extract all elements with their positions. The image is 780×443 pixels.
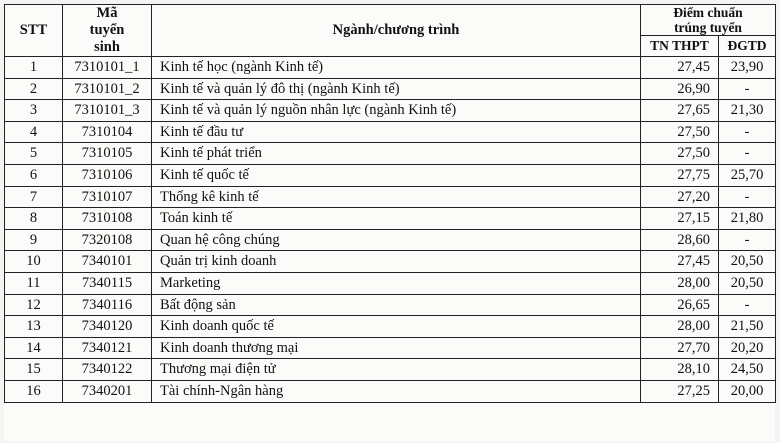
cell-stt: 3 bbox=[5, 100, 63, 122]
header-score-line2: trúng tuyển bbox=[674, 20, 742, 35]
cell-code: 7340120 bbox=[63, 316, 152, 338]
cell-program: Toán kinh tế bbox=[152, 208, 641, 230]
cell-stt: 2 bbox=[5, 78, 63, 100]
cell-code: 7310106 bbox=[63, 164, 152, 186]
cell-tn-thpt: 27,15 bbox=[641, 208, 719, 230]
cell-code: 7340116 bbox=[63, 294, 152, 316]
table-header-row bbox=[5, 5, 776, 36]
cell-dgtd: 20,50 bbox=[719, 272, 776, 294]
cell-tn-thpt: 28,60 bbox=[641, 229, 719, 251]
table-row bbox=[5, 359, 776, 381]
cell-code: 7340101 bbox=[63, 251, 152, 273]
cell-code: 7310101_3 bbox=[63, 100, 152, 122]
header-score bbox=[641, 5, 776, 36]
table-row bbox=[5, 337, 776, 359]
cell-program: Kinh tế học (ngành Kinh tế) bbox=[152, 57, 641, 79]
cell-tn-thpt: 27,70 bbox=[641, 337, 719, 359]
cell-tn-thpt: 28,00 bbox=[641, 272, 719, 294]
header-tn-thpt: TN THPT bbox=[641, 36, 719, 57]
table-row bbox=[5, 380, 776, 402]
cell-stt: 15 bbox=[5, 359, 63, 381]
cell-dgtd: - bbox=[719, 294, 776, 316]
cell-code: 7310104 bbox=[63, 121, 152, 143]
cell-program: Kinh tế và quản lý đô thị (ngành Kinh tế) bbox=[152, 78, 641, 100]
table-row bbox=[5, 272, 776, 294]
cell-stt: 16 bbox=[5, 380, 63, 402]
header-code bbox=[63, 5, 152, 57]
cell-tn-thpt: 26,90 bbox=[641, 78, 719, 100]
cell-tn-thpt: 27,45 bbox=[641, 57, 719, 79]
table-row bbox=[5, 121, 776, 143]
cell-code: 7310105 bbox=[63, 143, 152, 165]
cell-stt: 11 bbox=[5, 272, 63, 294]
cell-stt: 10 bbox=[5, 251, 63, 273]
cell-program: Kinh tế đầu tư bbox=[152, 121, 641, 143]
cell-program: Quan hệ công chúng bbox=[152, 229, 641, 251]
cell-tn-thpt: 26,65 bbox=[641, 294, 719, 316]
cell-code: 7310101_2 bbox=[63, 78, 152, 100]
table-row bbox=[5, 100, 776, 122]
cell-dgtd: 24,50 bbox=[719, 359, 776, 381]
cell-tn-thpt: 27,65 bbox=[641, 100, 719, 122]
cell-code: 7340115 bbox=[63, 272, 152, 294]
table-row bbox=[5, 208, 776, 230]
cell-code: 7340201 bbox=[63, 380, 152, 402]
cell-dgtd: 20,50 bbox=[719, 251, 776, 273]
cell-program: Kinh tế và quản lý nguồn nhân lực (ngành Kinh tế) bbox=[152, 100, 641, 122]
header-stt: STT bbox=[5, 5, 63, 57]
cell-dgtd: 20,00 bbox=[719, 380, 776, 402]
cell-dgtd: - bbox=[719, 78, 776, 100]
table-row bbox=[5, 316, 776, 338]
cell-tn-thpt: 27,50 bbox=[641, 143, 719, 165]
table-row bbox=[5, 251, 776, 273]
cell-code: 7310101_1 bbox=[63, 57, 152, 79]
header-code-line1: Mã bbox=[96, 5, 118, 21]
cell-stt: 4 bbox=[5, 121, 63, 143]
cell-stt: 7 bbox=[5, 186, 63, 208]
cell-dgtd: 20,20 bbox=[719, 337, 776, 359]
admission-score-table bbox=[4, 4, 776, 403]
cell-tn-thpt: 27,50 bbox=[641, 121, 719, 143]
cell-tn-thpt: 28,00 bbox=[641, 316, 719, 338]
header-score-line1: Điểm chuẩn bbox=[673, 5, 743, 20]
cell-dgtd: 23,90 bbox=[719, 57, 776, 79]
header-dgtd: ĐGTD bbox=[719, 36, 776, 57]
cell-stt: 5 bbox=[5, 143, 63, 165]
table-row bbox=[5, 186, 776, 208]
cell-dgtd: 21,80 bbox=[719, 208, 776, 230]
cell-program: Thống kê kinh tế bbox=[152, 186, 641, 208]
header-code-line2: tuyển bbox=[89, 22, 125, 38]
cell-tn-thpt: 27,45 bbox=[641, 251, 719, 273]
cell-tn-thpt: 27,20 bbox=[641, 186, 719, 208]
table-row bbox=[5, 294, 776, 316]
cell-code: 7310107 bbox=[63, 186, 152, 208]
cell-code: 7340122 bbox=[63, 359, 152, 381]
cell-dgtd: - bbox=[719, 186, 776, 208]
cell-code: 7340121 bbox=[63, 337, 152, 359]
header-program: Ngành/chương trình bbox=[152, 5, 641, 57]
cell-tn-thpt: 28,10 bbox=[641, 359, 719, 381]
table-row bbox=[5, 57, 776, 79]
table-row bbox=[5, 78, 776, 100]
cell-program: Kinh doanh thương mại bbox=[152, 337, 641, 359]
cell-stt: 6 bbox=[5, 164, 63, 186]
cell-program: Quản trị kinh doanh bbox=[152, 251, 641, 273]
cell-code: 7310108 bbox=[63, 208, 152, 230]
table-row bbox=[5, 164, 776, 186]
cell-stt: 14 bbox=[5, 337, 63, 359]
cell-program: Kinh tế phát triển bbox=[152, 143, 641, 165]
cell-program: Kinh tế quốc tế bbox=[152, 164, 641, 186]
header-code-line3: sinh bbox=[94, 39, 120, 55]
admission-score-table-sheet bbox=[4, 4, 775, 441]
cell-program: Bất động sản bbox=[152, 294, 641, 316]
cell-stt: 12 bbox=[5, 294, 63, 316]
table-row bbox=[5, 143, 776, 165]
cell-program: Kinh doanh quốc tế bbox=[152, 316, 641, 338]
cell-dgtd: - bbox=[719, 143, 776, 165]
table-row bbox=[5, 229, 776, 251]
cell-dgtd: 21,30 bbox=[719, 100, 776, 122]
cell-code: 7320108 bbox=[63, 229, 152, 251]
cell-stt: 13 bbox=[5, 316, 63, 338]
cell-dgtd: - bbox=[719, 229, 776, 251]
cell-dgtd: 25,70 bbox=[719, 164, 776, 186]
table-body bbox=[5, 57, 776, 403]
cell-dgtd: - bbox=[719, 121, 776, 143]
cell-dgtd: 21,50 bbox=[719, 316, 776, 338]
cell-tn-thpt: 27,75 bbox=[641, 164, 719, 186]
cell-program: Marketing bbox=[152, 272, 641, 294]
cell-stt: 9 bbox=[5, 229, 63, 251]
cell-tn-thpt: 27,25 bbox=[641, 380, 719, 402]
cell-stt: 1 bbox=[5, 57, 63, 79]
cell-program: Tài chính-Ngân hàng bbox=[152, 380, 641, 402]
cell-program: Thương mại điện tử bbox=[152, 359, 641, 381]
cell-stt: 8 bbox=[5, 208, 63, 230]
